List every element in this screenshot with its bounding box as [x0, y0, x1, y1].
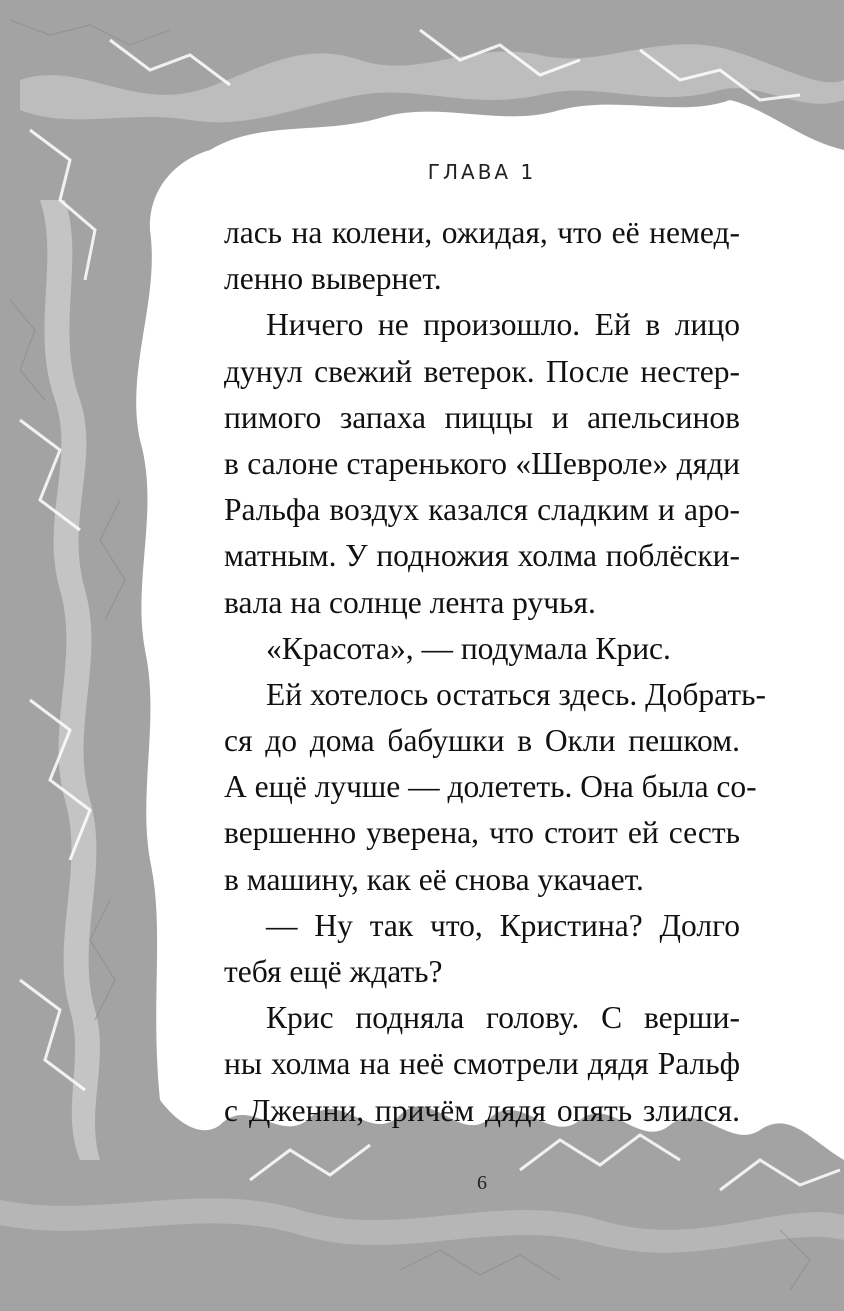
text-line: ся до дома бабушки в Окли пешком.: [224, 723, 740, 759]
text-line: с Дженни, причём дядя опять злился.: [224, 1092, 740, 1128]
text-line: пимого запаха пиццы и апельсинов: [224, 399, 740, 435]
text-line: тебя ещё ждать?: [224, 954, 443, 989]
body-text: [224, 210, 766, 1134]
text-line: в машину, как её снова укачает.: [224, 861, 644, 897]
text-line: в салоне старенького «Шевроле» дяди: [224, 445, 740, 481]
text-line: вершенно уверена, что стоит ей сесть: [224, 815, 740, 851]
page-number: 6: [477, 1172, 487, 1194]
text-line: вала на солнце лента ручья.: [224, 584, 596, 620]
text-line: А ещё лучше — долететь. Она была со-: [224, 769, 757, 805]
text-line: Ничего не произошло. Ей в лицо: [266, 307, 740, 343]
text-line: — Ну так что, Кристина? Долго: [266, 907, 740, 943]
text-line: ленно вывернет.: [224, 261, 442, 297]
text-line: Крис подняла голову. С верши-: [266, 1000, 740, 1036]
text-line: «Красота», — подумала Крис.: [266, 630, 671, 666]
text-line: дунул свежий ветерок. После нестер-: [224, 353, 740, 389]
text-line: ны холма на неё смотрели дядя Ральф: [224, 1046, 740, 1082]
text-line: Ральфа воздух казался сладким и аро-: [224, 492, 740, 528]
chapter-header: ГЛАВА 1: [427, 160, 537, 184]
text-line: Ей хотелось остаться здесь. Добрать-: [266, 676, 766, 712]
text-line: лась на колени, ожидая, что её немед-: [224, 215, 740, 250]
text-line: матным. У подножия холма поблёски-: [224, 538, 740, 574]
